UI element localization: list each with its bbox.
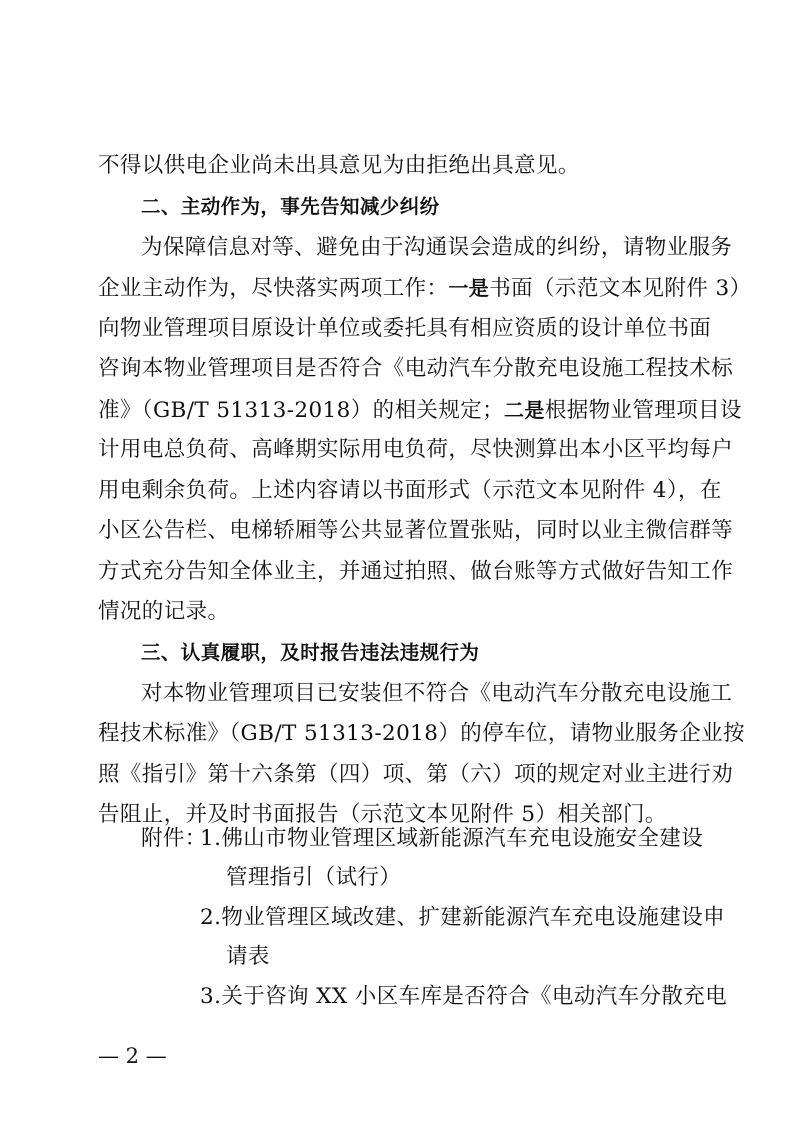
section3-line-2: 程技术标准》（GB/T 51313-2018）的停车位，请物业服务企业按 (98, 721, 745, 746)
emphasis-first: 一是 (448, 276, 490, 300)
section2-text: 根据物业管理项目设 (544, 398, 742, 423)
section2-line-4: 咨询本物业管理项目是否符合《电动汽车分散充电设施工程技术标 (98, 356, 734, 381)
section-heading-3: 三、认真履职，及时报告违法违规行为 (141, 641, 480, 664)
attachments-label: 附件： (141, 826, 207, 851)
section2-line-7: 用电剩余负荷。上述内容请以书面形式（示范文本见附件 4），在 (98, 478, 722, 503)
section2-line-3: 向物业管理项目原设计单位或委托具有相应资质的设计单位书面 (98, 316, 712, 341)
attachment-1-continued: 管理指引（试行） (226, 865, 402, 890)
section3-line-1: 对本物业管理项目已安装但不符合《电动汽车分散充电设施工 (141, 681, 733, 706)
section2-line-10: 情况的记录。 (98, 599, 230, 624)
section3-line-4: 告阻止，并及时书面报告（示范文本见附件 5）相关部门。 (98, 802, 667, 827)
section2-line-6: 计用电总负荷、高峰期实际用电负荷，尽快测算出本小区平均每户 (98, 437, 734, 462)
attachment-2: 2.物业管理区域改建、扩建新能源汽车充电设施建设申 (200, 905, 726, 930)
attachment-1: 1.佛山市物业管理区域新能源汽车充电设施安全建设 (200, 826, 704, 851)
section-heading-2: 二、主动作为，事先告知减少纠纷 (141, 195, 440, 218)
section2-line-2 (98, 268, 752, 308)
page-number: — 2 — (98, 1044, 167, 1068)
section2-text: 准》（GB/T 51313-2018）的相关规定； (98, 398, 505, 423)
section2-line-5 (98, 390, 742, 430)
attachment-3: 3.关于咨询 XX 小区车库是否符合《电动汽车分散充电 (200, 984, 728, 1009)
section2-line-8: 小区公告栏、电梯轿厢等公共显著位置张贴，同时以业主微信群等 (98, 518, 734, 543)
section2-text: 书面（示范文本见附件 3） (489, 276, 752, 301)
attachment-2-continued: 请表 (226, 944, 270, 969)
emphasis-second: 二是 (504, 398, 545, 422)
section2-line-1: 为保障信息对等、避免由于沟通误会造成的纠纷，请物业服务 (141, 235, 733, 260)
section2-line-9: 方式充分告知全体业主，并通过拍照、做台账等方式做好告知工作 (98, 559, 734, 584)
section3-line-3: 照《指引》第十六条第（四）项、第（六）项的规定对业主进行劝 (98, 762, 734, 787)
section2-text: 企业主动作为，尽快落实两项工作： (98, 276, 449, 301)
intro-paragraph-line: 不得以供电企业尚未出具意见为由拒绝出具意见。 (98, 153, 580, 178)
